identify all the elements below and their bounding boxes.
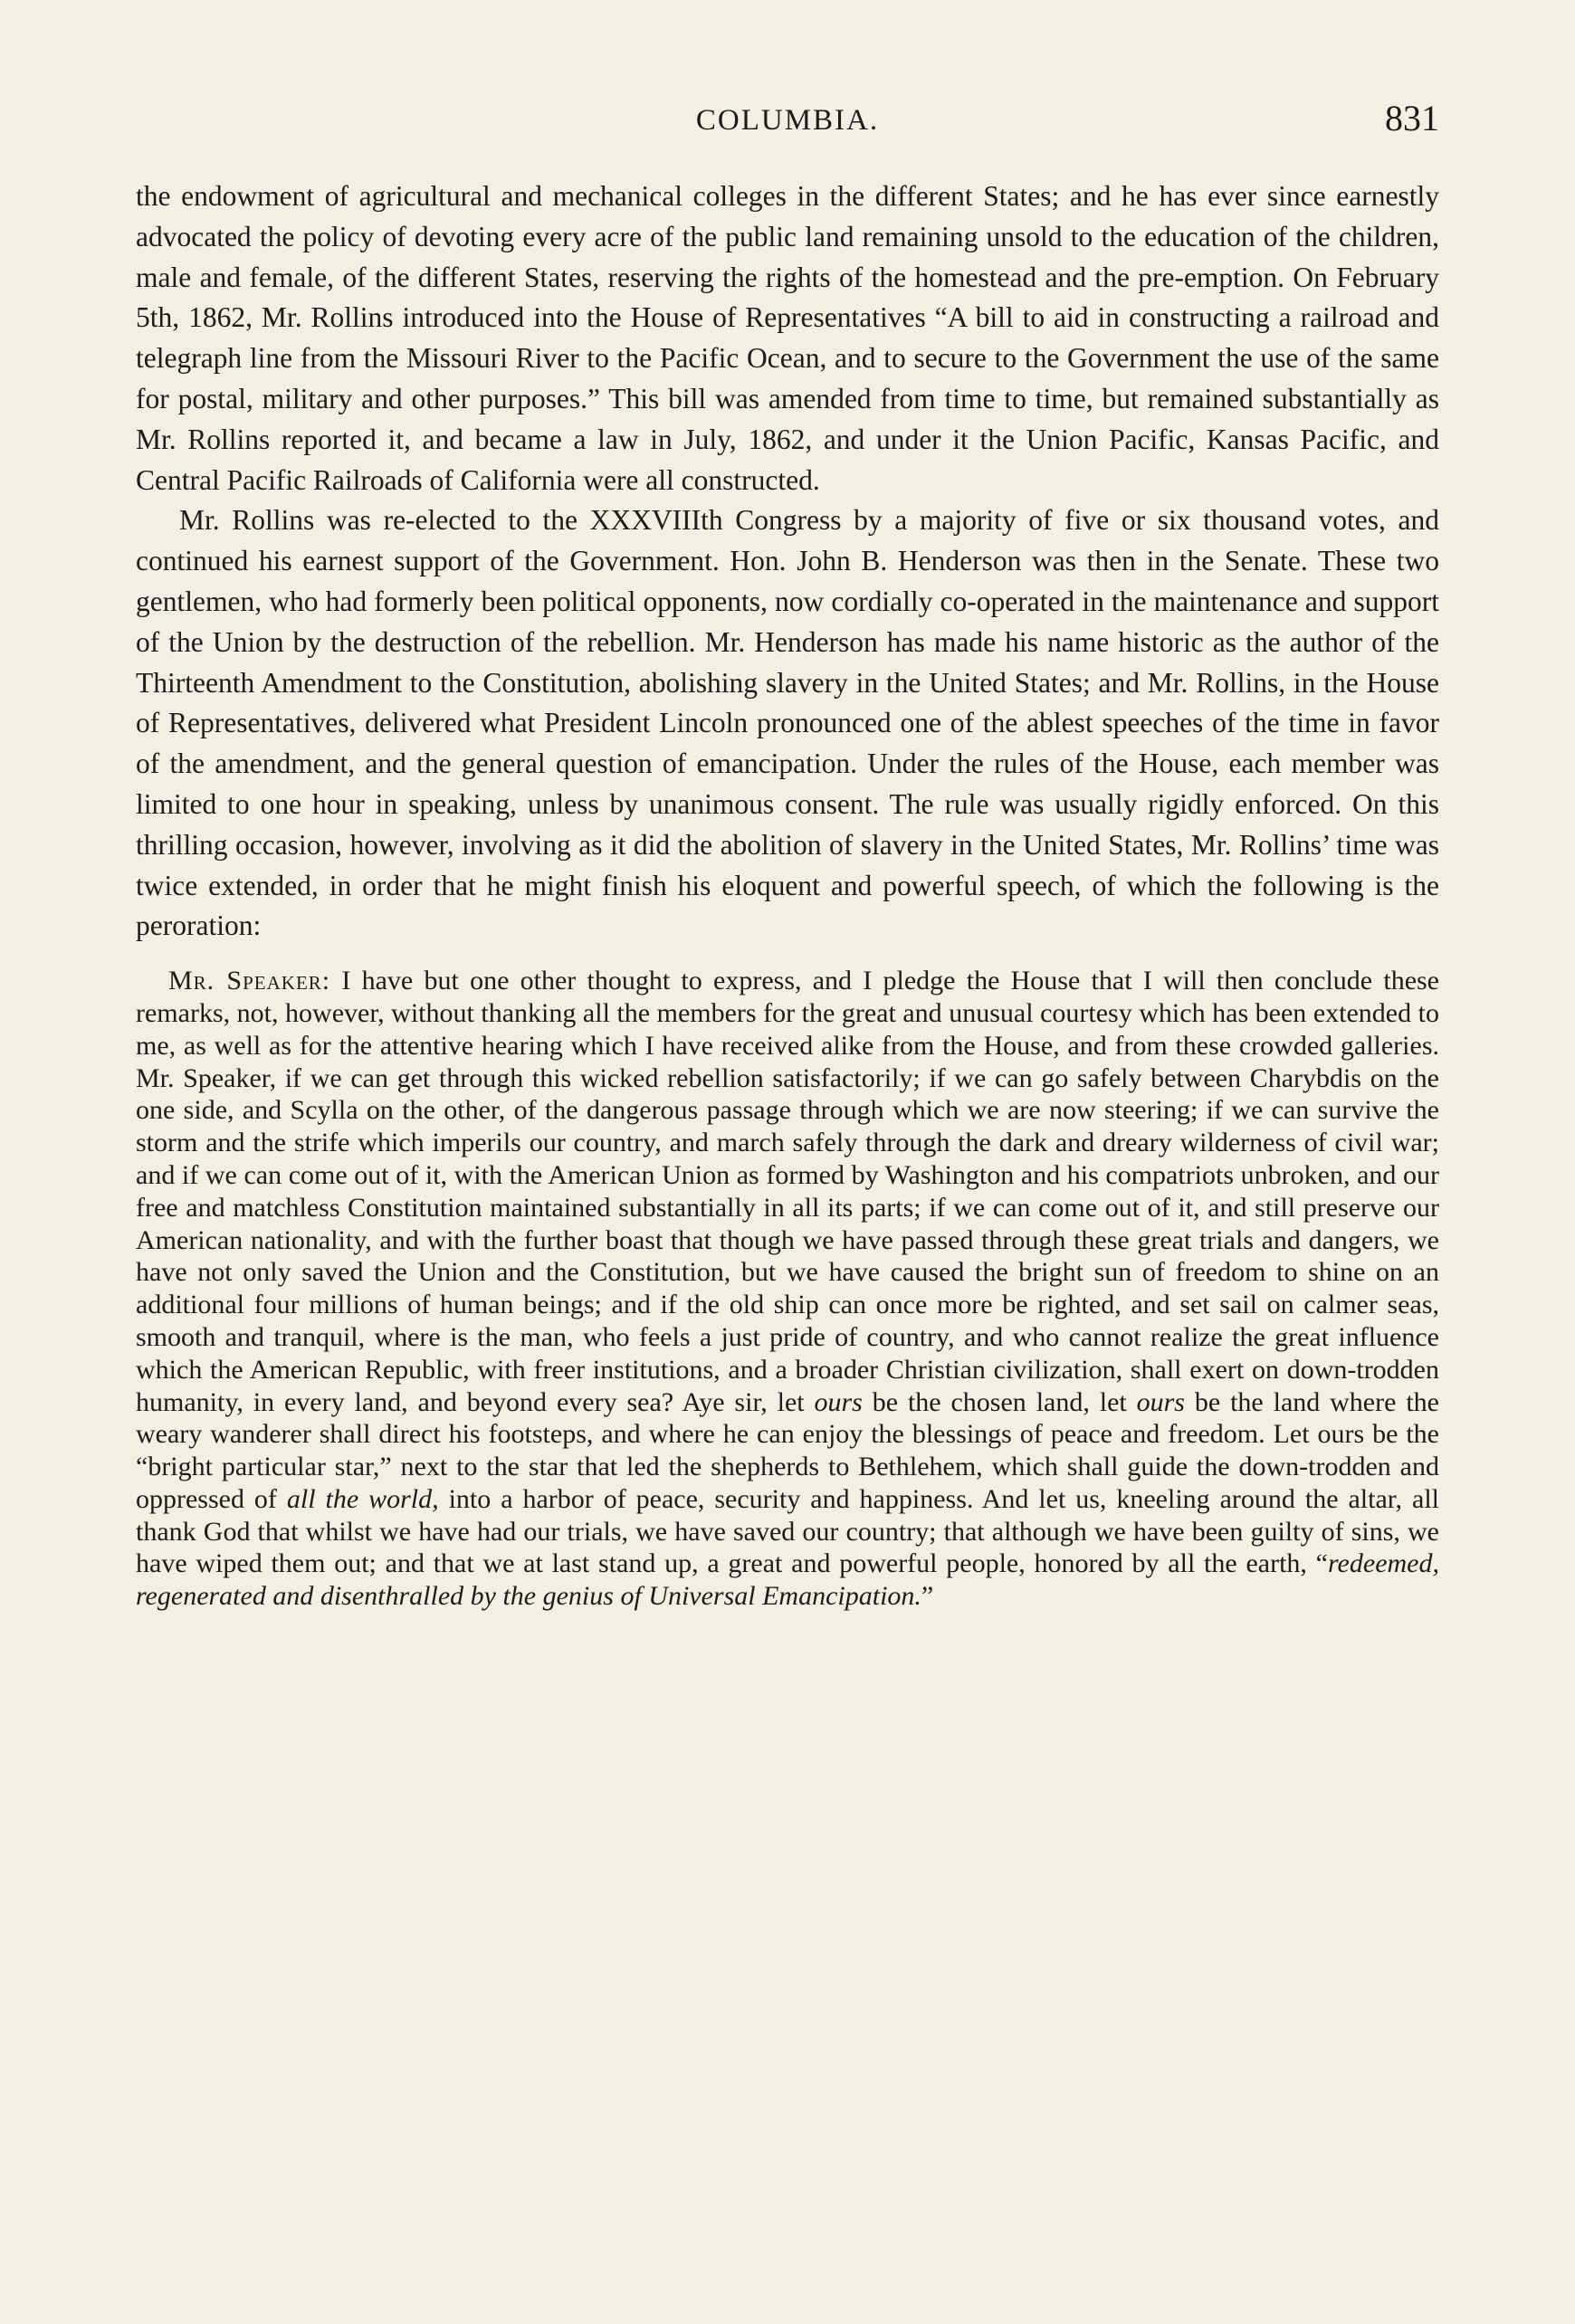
speech-salutation: Mr. Speaker: [168, 966, 331, 996]
speech-closing-quote: redeemed, regenerated and disenthralled by the genius of Universal Emancipation. [136, 1548, 1439, 1612]
speech-text [136, 965, 1439, 1613]
speech-part: be the chosen land, let [862, 1386, 1137, 1417]
book-page [136, 98, 1439, 1613]
paragraph-continued: the endowment of agricultural and mechanical colleges in the different States; and he has ever since earnestly advocated the policy of devoting every acre of the public land remaining unsold to the education of the children, male and female, of the different States, reserving the rights of the homestead and the pre-emption. On February 5th, 1862, Mr. Rollins introduced into the House of Representatives “A bill to aid in constructing a railroad and telegraph line from the Missouri River to the Pacific Ocean, and to secure to the Government the use of the same for postal, military and other purposes.” This bill was amended from time to time, but remained substantially as Mr. Rollins reported it, and became a law in July, 1862, and under it the Union Pacific, Kansas Pacific, and Central Pacific Railroads of California were all constructed. [136, 180, 1439, 496]
speech-part: be the land where the weary wanderer shall direct his footsteps, and where he can enjoy the blessings of peace and freedom. Let ours be the “bright particular star,” next to the star that led the shepherds to Bethlehem, which shall guide the down-trodden and oppressed of [136, 1386, 1439, 1514]
page-header [136, 98, 1439, 149]
speech-emphasis: ours [1136, 1386, 1185, 1417]
speech-part: ” [921, 1581, 934, 1612]
body-text [136, 176, 1439, 947]
speech-part: into a harbor of peace, security and happiness. And let us, kneeling around the altar, all thank God that whilst we have had our trials, we have saved our country; that although we have been guilty of sins, we have wiped them out; and that we at last stand up, a great and powerful people, honored by all the earth, “ [136, 1483, 1439, 1579]
speech-part: I have but one other thought to express, and I pledge the House that I will then conclude these remarks, not, however, without thanking all the members for the great and unusual courtesy which has been extended to me, as well as for the attentive hearing which I have received alike from the House, and from these crowded galleries. Mr. Speaker, if we can get through this wicked rebellion satisfactorily; if we can go safely between Charybdis on the one side, and Scylla on the other, of the dangerous passage through which we are now steering; if we can survive the storm and the strife which imperils our country, and march safely through the dark and dreary wilderness of civil war; and if we can come out of it, with the American Union as formed by Washington and his compatriots unbroken, and our free and matchless Constitution maintained substantially in all its parts; if we can come out of it, and still preserve our American nationality, and with the further boast that though we have passed through these great trials and dangers, we have not only saved the Union and the Constitution, but we have caused the bright sun of freedom to shine on an additional four millions of human beings; and if the old ship can once more be righted, and set sail on calmer seas, smooth and tranquil, where is the man, who feels a just pride of country, and who cannot realize the great influence which the American Republic, with freer institutions, and a broader Christian civilization, shall exert on down-trodden humanity, in every land, and beyond every sea? Aye sir, let [136, 966, 1439, 1417]
speech-emphasis: all the world, [286, 1483, 439, 1514]
page-number: 831 [1385, 98, 1439, 138]
paragraph-rollins-reelection: Mr. Rollins was re-elected to the XXXVIIIth Congress by a majority of five or six thousand votes, and continued his earnest support of the Government. Hon. John B. Henderson was then in the Senate. These two gentlemen, who had formerly been political opponents, now cordially co-operated in the maintenance and support of the Union by the destruction of the rebellion. Mr. Henderson has made his name historic as the author of the Thirteenth Amendment to the Constitution, abolishing slavery in the United States; and Mr. Rollins, in the House of Representatives, delivered what President Lincoln pronounced one of the ablest speeches of the time in favor of the amendment, and the general question of emancipation. Under the rules of the House, each member was limited to one hour in speaking, unless by unanimous consent. The rule was usually rigidly enforced. On this thrilling occasion, however, involving as it did the abolition of slavery in the United States, Mr. Rollins’ time was twice extended, in order that he might finish his eloquent and powerful speech, of which the following is the peroration: [136, 504, 1439, 942]
speech-emphasis: ours [814, 1386, 863, 1417]
running-head: COLUMBIA. [695, 104, 880, 137]
speech-quotation [136, 965, 1439, 1613]
